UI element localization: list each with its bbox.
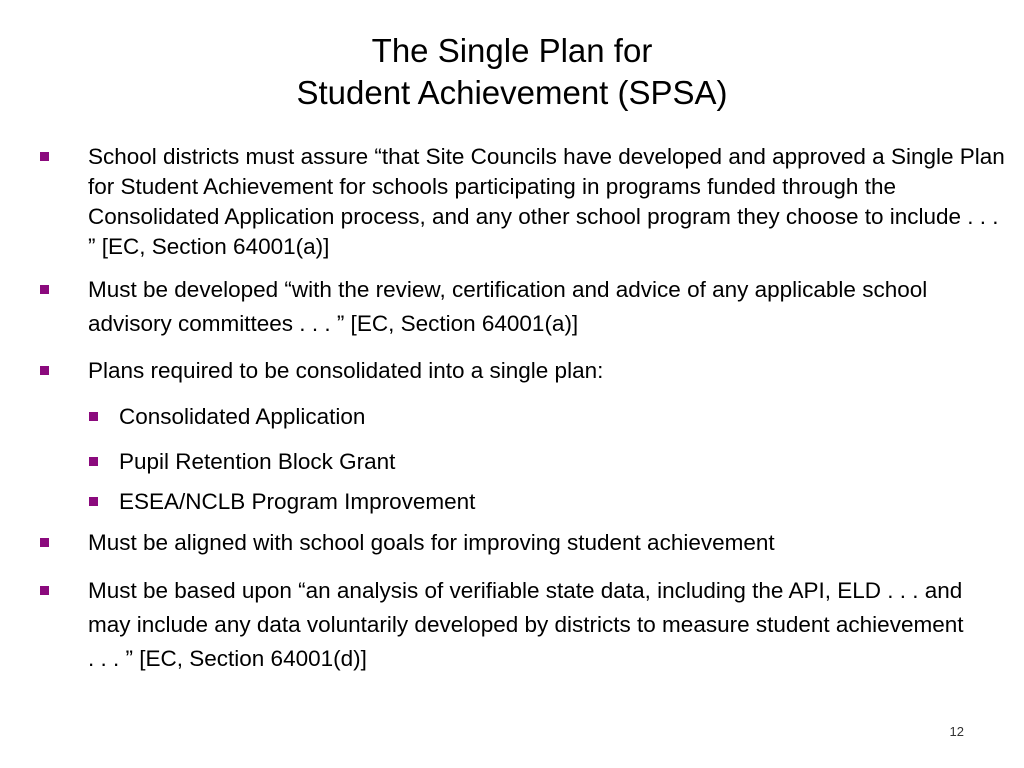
bullet-item-developed bbox=[88, 273, 1008, 341]
bullet-text: Must be based upon “an analysis of verifiable state data, including the API, ELD . . . and may include any data voluntarily developed by districts to measure student achievement . . . ” [EC, Section 64001(d)] bbox=[88, 578, 964, 671]
square-bullet-icon bbox=[40, 285, 49, 294]
sub-bullet-item-retention-grant bbox=[119, 447, 999, 477]
bullet-text: School districts must assure “that Site Councils have developed and approved a Single Plan for Student Achievement for schools participating in programs funded through the Consolidated Application process, and any other school program they choose to include . . . ” [EC, Section 64001(a)] bbox=[88, 144, 1005, 259]
sub-bullet-text: ESEA/NCLB Program Improvement bbox=[119, 489, 476, 514]
slide-title-line-2: Student Achievement (SPSA) bbox=[296, 74, 728, 111]
slide-title bbox=[0, 30, 1024, 114]
square-bullet-icon bbox=[40, 152, 49, 161]
bullet-item-aligned-goals bbox=[88, 528, 1008, 558]
bullet-text: Must be aligned with school goals for improving student achievement bbox=[88, 530, 775, 555]
bullet-text: Must be developed “with the review, certification and advice of any applicable school advisory committees . . . ” [EC, Section 64001(a)] bbox=[88, 277, 928, 336]
bullet-item-assurance bbox=[88, 142, 1008, 262]
slide-title-line-1: The Single Plan for bbox=[371, 32, 653, 69]
bullet-text: Plans required to be consolidated into a single plan: bbox=[88, 358, 604, 383]
sub-bullet-text: Consolidated Application bbox=[119, 404, 366, 429]
square-bullet-icon bbox=[89, 457, 98, 466]
square-bullet-icon bbox=[40, 538, 49, 547]
bullet-item-state-data bbox=[88, 574, 968, 676]
square-bullet-icon bbox=[89, 497, 98, 506]
square-bullet-icon bbox=[40, 586, 49, 595]
sub-bullet-item-esea-nclb bbox=[119, 487, 999, 517]
page-number: 12 bbox=[949, 724, 964, 739]
sub-bullet-item-consolidated-application bbox=[119, 402, 999, 432]
square-bullet-icon bbox=[89, 412, 98, 421]
square-bullet-icon bbox=[40, 366, 49, 375]
bullet-item-consolidated-plans bbox=[88, 356, 1008, 386]
sub-bullet-text: Pupil Retention Block Grant bbox=[119, 449, 396, 474]
